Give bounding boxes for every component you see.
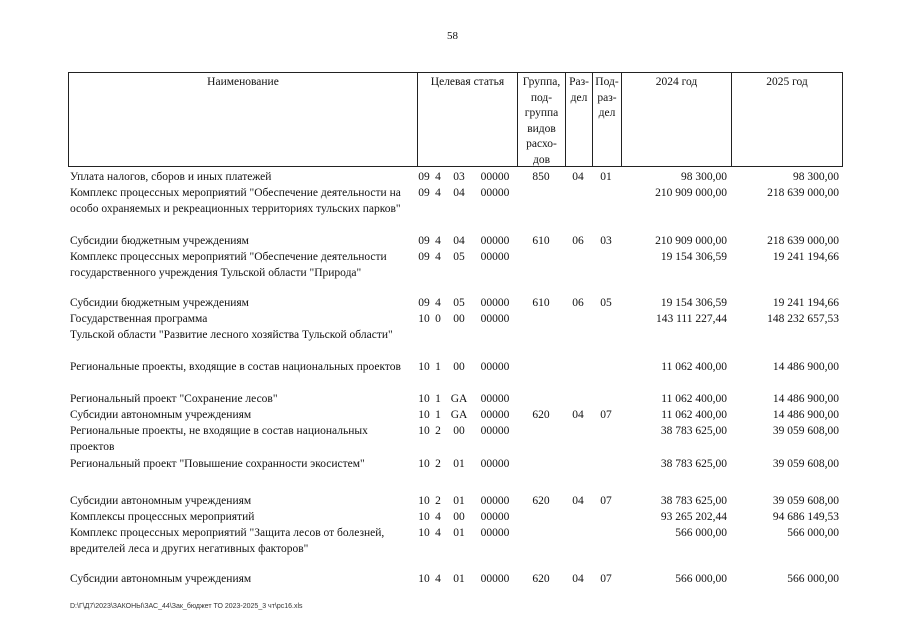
row-name: Комплексы процессных мероприятий — [70, 511, 255, 523]
amount-2025: 98 300,00 — [793, 171, 839, 183]
expense-group-code: 620 — [532, 409, 550, 421]
amount-2024: 566 000,00 — [675, 527, 727, 539]
target-article-direction: 00000 — [480, 187, 510, 199]
target-article-direction: 00000 — [480, 458, 510, 470]
amount-2024: 38 783 625,00 — [660, 495, 727, 507]
target-article-subprogram: 2 — [435, 495, 441, 507]
target-article-subprogram: 2 — [435, 458, 441, 470]
target-article-direction: 00000 — [480, 425, 510, 437]
target-article-direction: 00000 — [480, 573, 510, 585]
target-article-event: 05 — [453, 251, 465, 263]
target-article-direction: 00000 — [480, 393, 510, 405]
row-name: Региональные проекты, не входящие в состав национальных проектов — [70, 425, 368, 453]
target-article-program: 10 — [418, 313, 430, 325]
section-code: 04 — [572, 171, 584, 183]
target-article-subprogram: 4 — [435, 251, 441, 263]
header-expense-group: Группа, под- группа видов расхо- дов — [517, 73, 565, 166]
amount-2024: 38 783 625,00 — [660, 425, 727, 437]
amount-2024: 38 783 625,00 — [660, 458, 727, 470]
subsection-code: 07 — [600, 573, 612, 585]
target-article-program: 10 — [418, 361, 430, 373]
amount-2024: 19 154 306,59 — [660, 297, 727, 309]
amount-2024: 11 062 400,00 — [661, 361, 727, 373]
target-article-subprogram: 4 — [435, 297, 441, 309]
target-article-direction: 00000 — [480, 313, 510, 325]
target-article-subprogram: 4 — [435, 511, 441, 523]
amount-2025: 566 000,00 — [787, 573, 839, 585]
target-article-subprogram: 2 — [435, 425, 441, 437]
amount-2024: 143 111 227,44 — [655, 313, 727, 325]
subsection-code: 03 — [600, 235, 612, 247]
target-article-direction: 00000 — [480, 527, 510, 539]
amount-2024: 210 909 000,00 — [655, 187, 727, 199]
header-target-article: Целевая статья — [417, 73, 517, 166]
target-article-program: 09 — [418, 171, 430, 183]
target-article-subprogram: 4 — [435, 235, 441, 247]
target-article-program: 09 — [418, 251, 430, 263]
target-article-event: 03 — [453, 171, 465, 183]
target-article-program: 10 — [418, 393, 430, 405]
target-article-direction: 00000 — [480, 251, 510, 263]
section-code: 06 — [572, 235, 584, 247]
target-article-direction: 00000 — [480, 235, 510, 247]
amount-2024: 11 062 400,00 — [661, 393, 727, 405]
target-article-event: 01 — [453, 527, 465, 539]
amount-2025: 94 686 149,53 — [772, 511, 839, 523]
amount-2024: 566 000,00 — [675, 573, 727, 585]
row-name: Государственная программа Тульской области "Развитие лесного хозяйства Тульской области" — [70, 313, 393, 341]
amount-2025: 14 486 900,00 — [772, 393, 839, 405]
header-year-2024: 2024 год — [621, 73, 731, 166]
amount-2025: 19 241 194,66 — [772, 251, 839, 263]
row-name: Субсидии бюджетным учреждениям — [70, 235, 249, 247]
row-name: Субсидии автономным учреждениям — [70, 409, 252, 421]
target-article-event: 00 — [453, 511, 465, 523]
header-subsection: Под- раз- дел — [592, 73, 621, 166]
target-article-direction: 00000 — [480, 511, 510, 523]
amount-2024: 11 062 400,00 — [661, 409, 727, 421]
target-article-subprogram: 4 — [435, 171, 441, 183]
subsection-code: 07 — [600, 409, 612, 421]
target-article-subprogram: 1 — [435, 393, 441, 405]
target-article-program: 10 — [418, 527, 430, 539]
target-article-subprogram: 1 — [435, 409, 441, 421]
amount-2025: 14 486 900,00 — [772, 409, 839, 421]
target-article-program: 10 — [418, 458, 430, 470]
expense-group-code: 610 — [532, 297, 550, 309]
target-article-event: GA — [450, 393, 468, 405]
expense-group-code: 850 — [532, 171, 550, 183]
target-article-subprogram: 4 — [435, 187, 441, 199]
section-code: 06 — [572, 297, 584, 309]
row-name: Субсидии автономным учреждениям — [70, 573, 252, 585]
target-article-program: 10 — [418, 495, 430, 507]
header-year-2025: 2025 год — [731, 73, 842, 166]
budget-table — [68, 72, 843, 585]
target-article-subprogram: 4 — [435, 527, 441, 539]
amount-2024: 98 300,00 — [681, 171, 727, 183]
target-article-event: 01 — [453, 573, 465, 585]
header-name: Наименование — [207, 76, 279, 88]
expense-group-code: 620 — [532, 573, 550, 585]
target-article-event: 00 — [453, 361, 465, 373]
target-article-subprogram: 4 — [435, 573, 441, 585]
amount-2024: 19 154 306,59 — [660, 251, 727, 263]
row-name: Региональные проекты, входящие в состав национальных проектов — [70, 361, 401, 373]
row-name: Региональный проект "Сохранение лесов" — [70, 393, 278, 405]
amount-2025: 148 232 657,53 — [767, 313, 839, 325]
target-article-event: 04 — [453, 187, 465, 199]
target-article-event: 05 — [453, 297, 465, 309]
amount-2025: 39 059 608,00 — [772, 458, 839, 470]
target-article-subprogram: 1 — [435, 361, 441, 373]
expense-group-code: 620 — [532, 495, 550, 507]
section-code: 04 — [572, 573, 584, 585]
subsection-code: 01 — [600, 171, 612, 183]
target-article-subprogram: 0 — [435, 313, 441, 325]
target-article-event: 00 — [453, 313, 465, 325]
section-code: 04 — [572, 495, 584, 507]
target-article-program: 10 — [418, 425, 430, 437]
page-number: 58 — [447, 30, 458, 42]
target-article-direction: 00000 — [480, 409, 510, 421]
row-name: Региональный проект "Повышение сохранности экосистем" — [70, 458, 365, 470]
amount-2025: 39 059 608,00 — [772, 495, 839, 507]
target-article-program: 09 — [418, 235, 430, 247]
subsection-code: 05 — [600, 297, 612, 309]
table-header — [68, 72, 843, 167]
target-article-event: 01 — [453, 495, 465, 507]
file-path-footer: D:\Г\Д7\2023\ЗАКОНЫ\ЗАС_44\Зак_бюджет ТО 2023-2025_3 чт\рс16.xls — [70, 603, 303, 610]
amount-2025: 39 059 608,00 — [772, 425, 839, 437]
amount-2025: 566 000,00 — [787, 527, 839, 539]
target-article-program: 10 — [418, 409, 430, 421]
row-name: Комплекс процессных мероприятий "Защита лесов от болезней, вредителей леса и других негативных факторов" — [70, 527, 385, 555]
target-article-direction: 00000 — [480, 297, 510, 309]
amount-2025: 218 639 000,00 — [767, 235, 839, 247]
target-article-event: GA — [450, 409, 468, 421]
row-name: Субсидии автономным учреждениям — [70, 495, 252, 507]
target-article-program: 09 — [418, 297, 430, 309]
target-article-event: 00 — [453, 425, 465, 437]
target-article-program: 10 — [418, 511, 430, 523]
subsection-code: 07 — [600, 495, 612, 507]
target-article-direction: 00000 — [480, 361, 510, 373]
target-article-direction: 00000 — [480, 495, 510, 507]
target-article-event: 01 — [453, 458, 465, 470]
section-code: 04 — [572, 409, 584, 421]
row-name: Комплекс процессных мероприятий "Обеспечение деятельности государственного учреждения Тульской области "Природа" — [70, 251, 387, 279]
target-article-program: 10 — [418, 573, 430, 585]
row-name: Комплекс процессных мероприятий "Обеспечение деятельности на особо охраняемых и рекреационных территориях тульских парков" — [70, 187, 401, 215]
amount-2025: 19 241 194,66 — [772, 297, 839, 309]
amount-2025: 218 639 000,00 — [767, 187, 839, 199]
amount-2025: 14 486 900,00 — [772, 361, 839, 373]
target-article-direction: 00000 — [480, 171, 510, 183]
amount-2024: 210 909 000,00 — [655, 235, 727, 247]
expense-group-code: 610 — [532, 235, 550, 247]
row-name: Субсидии бюджетным учреждениям — [70, 297, 249, 309]
amount-2024: 93 265 202,44 — [660, 511, 727, 523]
row-name: Уплата налогов, сборов и иных платежей — [70, 171, 272, 183]
header-section: Раз- дел — [565, 73, 592, 166]
target-article-event: 04 — [453, 235, 465, 247]
target-article-program: 09 — [418, 187, 430, 199]
